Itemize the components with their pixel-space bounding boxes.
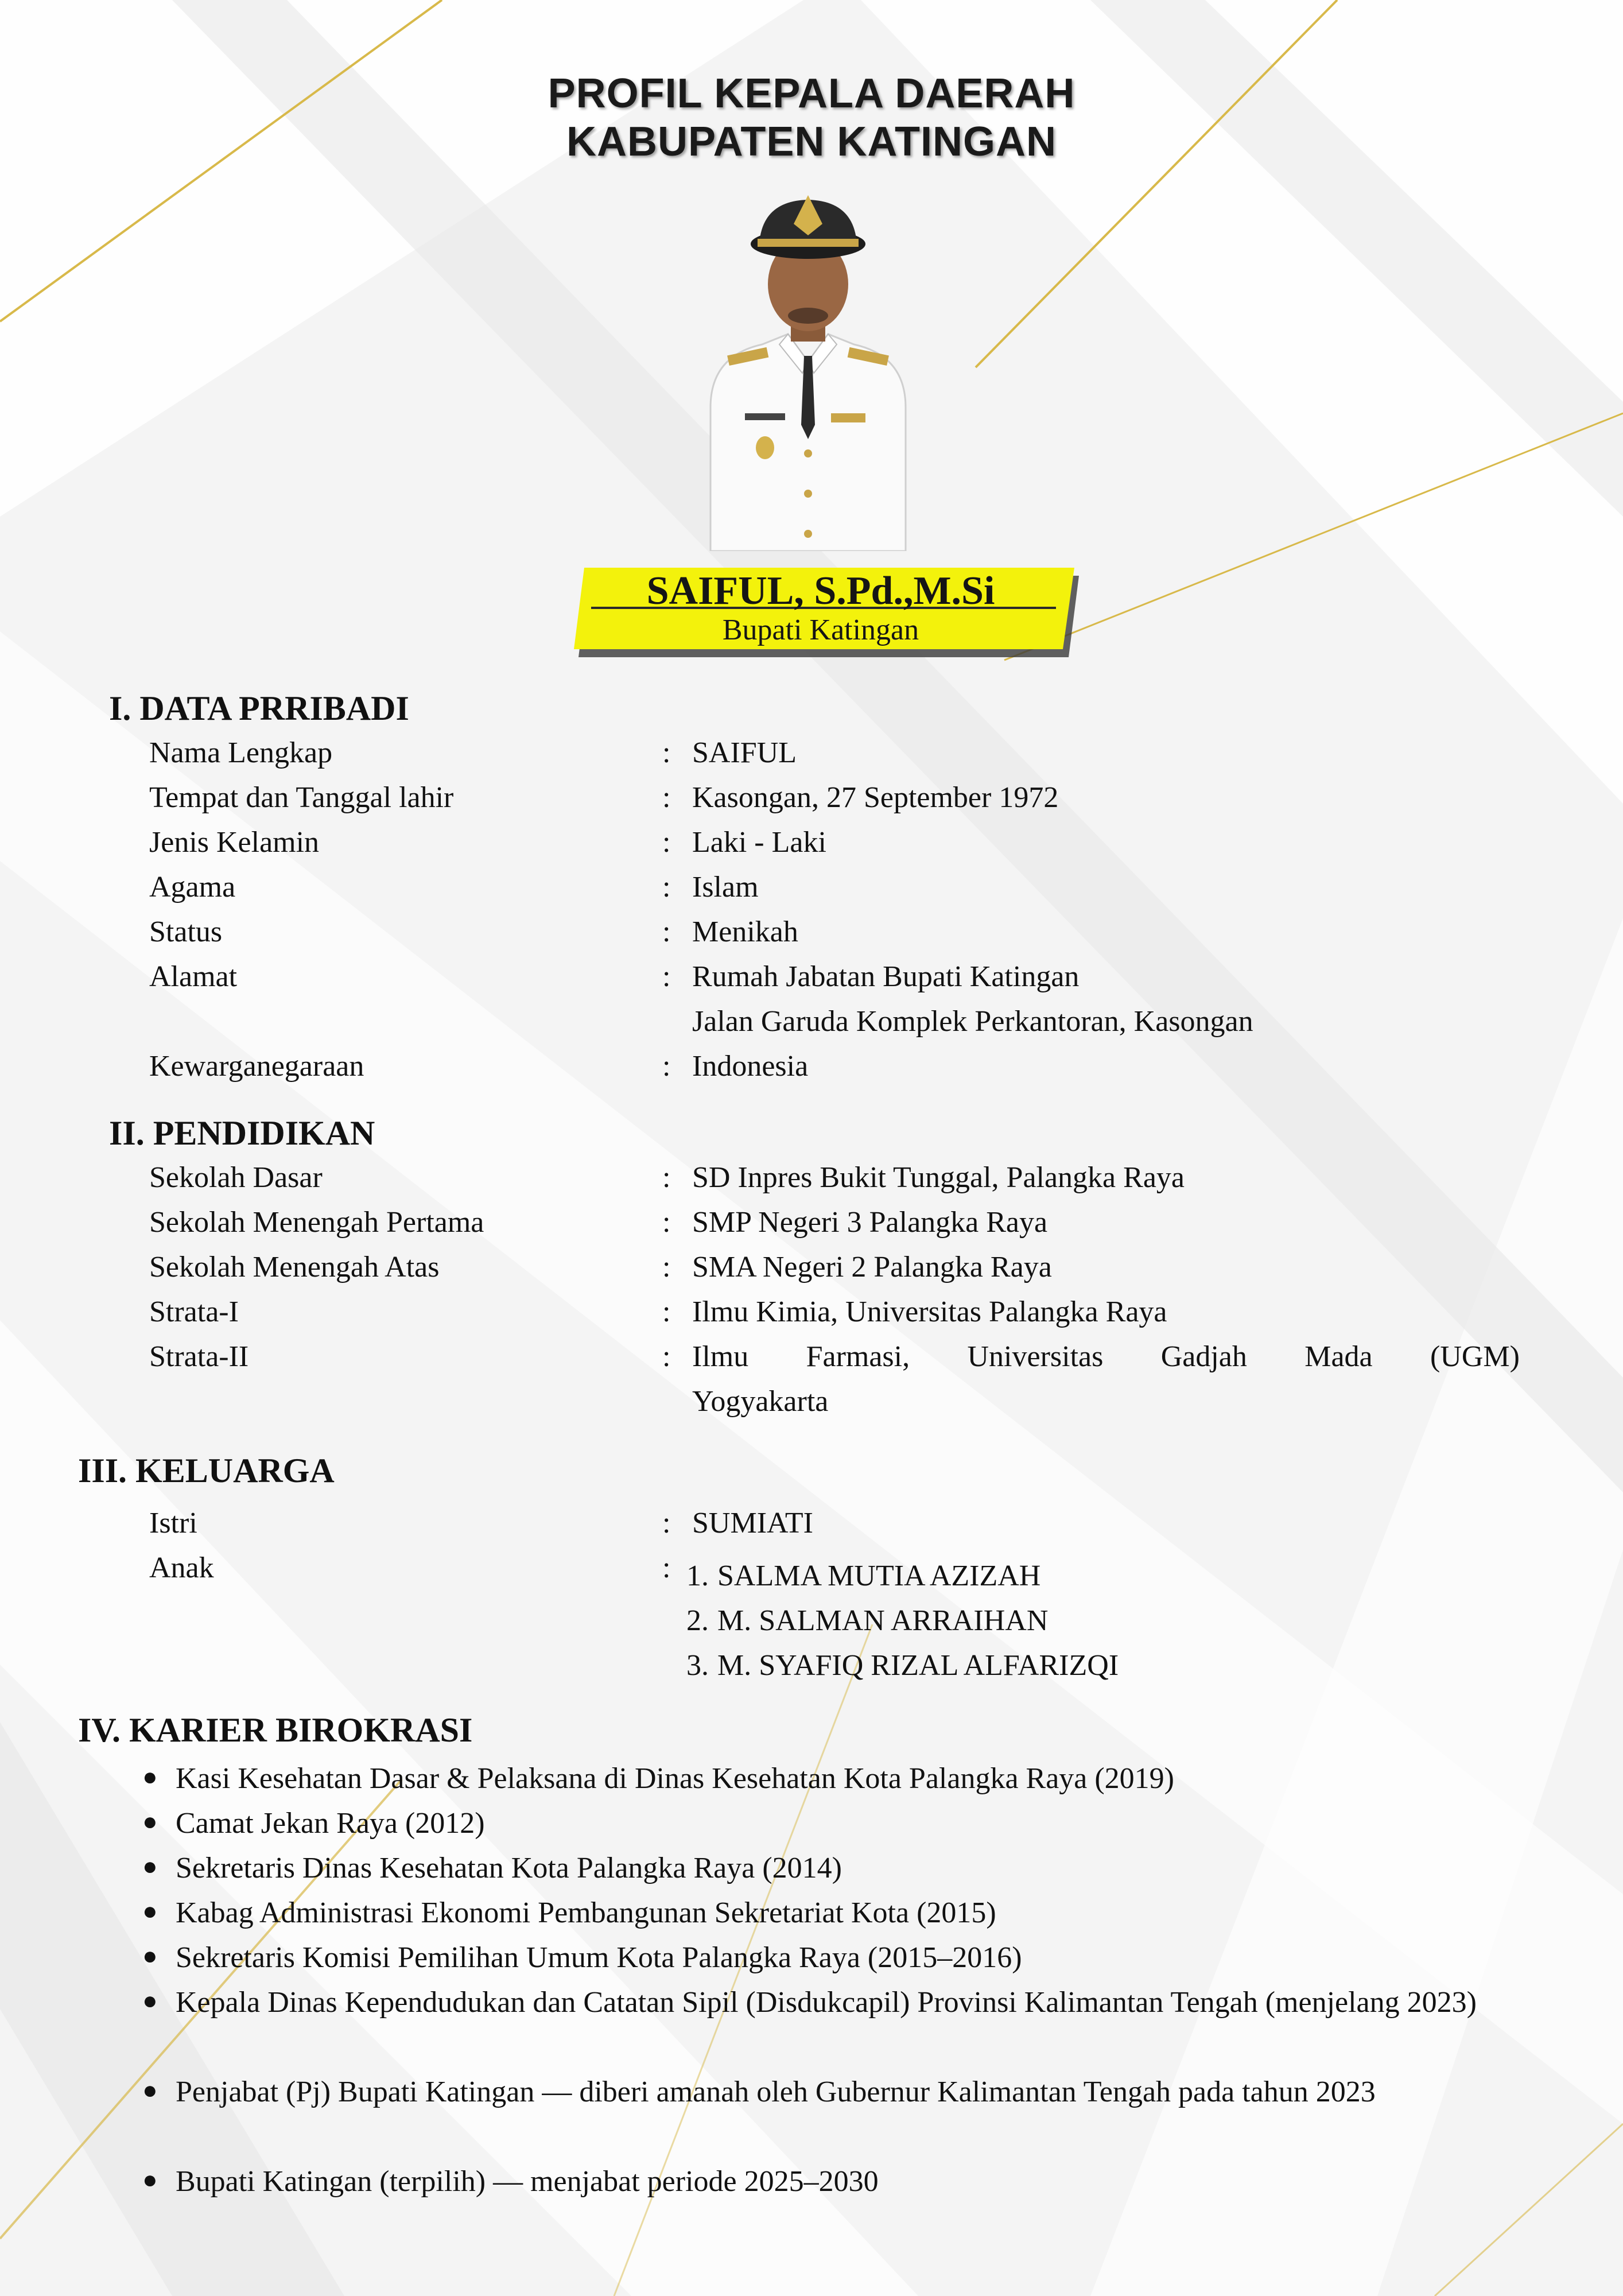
value-jenis-kelamin: Laki - Laki: [692, 826, 826, 859]
child-number: 2.: [686, 1604, 709, 1637]
label-smp: Sekolah Menengah Pertama: [149, 1206, 484, 1239]
section-heading-personal: I. DATA PRRIBADI: [109, 689, 409, 727]
colon: :: [662, 1050, 671, 1083]
bullet-icon: ●: [142, 1897, 158, 1925]
colon: :: [662, 1552, 671, 1584]
value-sma: SMA Negeri 2 Palangka Raya: [692, 1251, 1052, 1283]
value-istri: SUMIATI: [692, 1507, 813, 1539]
label-tempat-tanggal-lahir: Tempat dan Tanggal lahir: [149, 781, 454, 814]
label-nama-lengkap: Nama Lengkap: [149, 736, 333, 769]
child-number: 1.: [686, 1560, 709, 1592]
colon: :: [662, 1340, 671, 1373]
value-agama: Islam: [692, 871, 759, 903]
label-sma: Sekolah Menengah Atas: [149, 1251, 440, 1283]
colon: :: [662, 826, 671, 859]
bullet-icon: ●: [142, 1987, 158, 2015]
colon: :: [662, 916, 671, 948]
colon: :: [662, 871, 671, 903]
label-strata-2: Strata-II: [149, 1340, 249, 1373]
value-status: Menikah: [692, 916, 798, 948]
value-kewarganegaraan: Indonesia: [692, 1050, 809, 1083]
bullet-icon: ●: [142, 2166, 158, 2194]
label-kewarganegaraan: Kewarganegaraan: [149, 1050, 364, 1083]
bullet-icon: ●: [142, 1852, 158, 1880]
career-item: Sekretaris Dinas Kesehatan Kota Palangka Raya (2014): [176, 1852, 842, 1884]
bullet-icon: ●: [142, 1808, 158, 1836]
colon: :: [662, 960, 671, 993]
career-item: Bupati Katingan (terpilih) — menjabat periode 2025–2030: [176, 2165, 879, 2198]
label-istri: Istri: [149, 1507, 197, 1539]
label-jenis-kelamin: Jenis Kelamin: [149, 826, 320, 859]
career-item: Kabag Administrasi Ekonomi Pembangunan Sekretariat Kota (2015): [176, 1896, 996, 1929]
section-heading-family: III. KELUARGA: [78, 1452, 335, 1490]
career-item: Camat Jekan Raya (2012): [176, 1807, 485, 1840]
label-strata-1: Strata-I: [149, 1296, 239, 1328]
colon: :: [662, 736, 671, 769]
value-smp: SMP Negeri 3 Palangka Raya: [692, 1206, 1048, 1239]
official-portrait: [688, 184, 929, 551]
career-item: Kepala Dinas Kependudukan dan Catatan Sipil (Disdukcapil) Provinsi Kalimantan Tengah (menjelang 2023): [176, 1986, 1477, 2019]
value-alamat-line1: Rumah Jabatan Bupati Katingan: [692, 960, 1080, 993]
child-name: SALMA MUTIA AZIZAH: [717, 1560, 1041, 1592]
label-status: Status: [149, 916, 223, 948]
career-item: Penjabat (Pj) Bupati Katingan — diberi amanah oleh Gubernur Kalimantan Tengah pada tahun 2023: [176, 2076, 1376, 2108]
colon: :: [662, 1161, 671, 1194]
colon: :: [662, 1507, 671, 1539]
value-strata-1: Ilmu Kimia, Universitas Palangka Raya: [692, 1296, 1167, 1328]
child-name: M. SALMAN ARRAIHAN: [717, 1604, 1049, 1637]
section-heading-career: IV. KARIER BIROKRASI: [78, 1711, 473, 1749]
section-heading-education: II. PENDIDIKAN: [109, 1114, 375, 1152]
page-title-line1: PROFIL KEPALA DAERAH: [548, 71, 1075, 117]
bullet-icon: ●: [142, 2076, 158, 2104]
value-alamat-line2: Jalan Garuda Komplek Perkantoran, Kasongan: [692, 1005, 1253, 1038]
child-name: M. SYAFIQ RIZAL ALFARIZQI: [717, 1649, 1119, 1682]
value-nama-lengkap: SAIFUL: [692, 736, 797, 769]
colon: :: [662, 1251, 671, 1283]
colon: :: [662, 1206, 671, 1239]
colon: :: [662, 781, 671, 814]
label-alamat: Alamat: [149, 960, 238, 993]
bullet-icon: ●: [142, 1763, 158, 1791]
colon: :: [662, 1296, 671, 1328]
career-item: Sekretaris Komisi Pemilihan Umum Kota Palangka Raya (2015–2016): [176, 1941, 1022, 1974]
label-agama: Agama: [149, 871, 236, 903]
child-number: 3.: [686, 1649, 709, 1682]
value-tempat-tanggal-lahir: Kasongan, 27 September 1972: [692, 781, 1059, 814]
bullet-icon: ●: [142, 1942, 158, 1970]
career-item: Kasi Kesehatan Dasar & Pelaksana di Dinas Kesehatan Kota Palangka Raya (2019): [176, 1762, 1174, 1795]
page-title-line2: KABUPATEN KATINGAN: [566, 119, 1057, 165]
value-sekolah-dasar: SD Inpres Bukit Tunggal, Palangka Raya: [692, 1161, 1185, 1194]
value-strata-2-line2: Yogyakarta: [692, 1385, 829, 1418]
official-name: SAIFUL, S.Pd.,M.Si: [646, 569, 995, 613]
label-sekolah-dasar: Sekolah Dasar: [149, 1161, 323, 1194]
official-position: Bupati Katingan: [722, 614, 919, 646]
value-strata-2-line1: Ilmu Farmasi, Universitas Gadjah Mada (UGM): [692, 1340, 1520, 1373]
label-anak: Anak: [149, 1552, 214, 1584]
